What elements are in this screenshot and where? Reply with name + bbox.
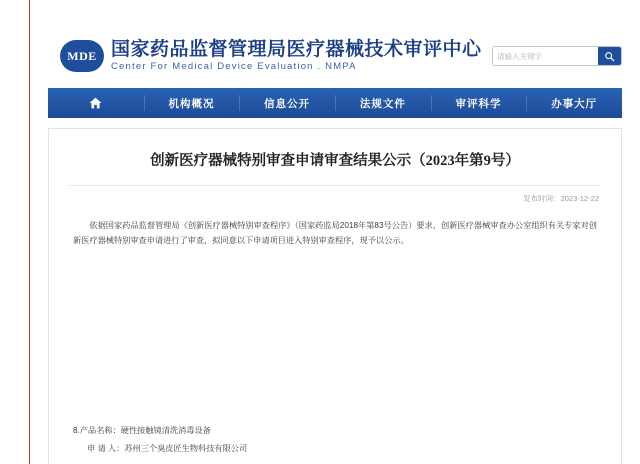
publish-time-label: 发布时间： xyxy=(523,194,561,204)
publish-time-value: 2023-12-22 xyxy=(560,194,599,204)
search-box[interactable] xyxy=(492,46,622,66)
home-icon xyxy=(89,97,102,109)
item-product-line xyxy=(73,424,597,438)
nav-item-info-disclosure-label: 信息公开 xyxy=(264,97,311,110)
search-button[interactable] xyxy=(598,47,621,65)
nav-item-review-science[interactable] xyxy=(431,88,527,118)
search-icon xyxy=(604,51,615,62)
nav-item-info-disclosure[interactable] xyxy=(239,88,335,118)
logo-text-block xyxy=(111,40,482,72)
publish-meta xyxy=(49,193,599,204)
title-divider xyxy=(69,185,601,186)
site-name-en: Center For Medical Device Evaluation . NMPA xyxy=(111,61,357,73)
site-container xyxy=(30,0,640,464)
article-body-paragraph: 依据国家药品监督管理局《创新医疗器械特别审查程序》（国家药监局2018年第83号公告）要求，创新医疗器械审查办公室组织有关专家对创新医疗器械特别审查申请进行了审查，拟同意以下申请项目进入特别审查程序，现予以公示。 xyxy=(73,221,597,246)
item-applicant-label: 申 请 人： xyxy=(87,444,125,454)
search-input[interactable] xyxy=(493,48,598,64)
article-card xyxy=(48,128,622,464)
page-title: 创新医疗器械特别审查申请审查结果公示（2023年第9号） xyxy=(150,153,520,169)
nav-item-service-hall[interactable] xyxy=(526,88,622,118)
nav-item-service-hall-label: 办事大厅 xyxy=(551,97,598,110)
mde-logo-icon: MDE xyxy=(60,40,104,72)
item-applicant-line xyxy=(73,442,597,456)
nav-item-org-profile[interactable] xyxy=(144,88,240,118)
site-header xyxy=(30,0,640,88)
item-product-label: 产品名称： xyxy=(79,426,121,436)
site-name-cn: 国家药品监督管理局医疗器械技术审评中心 xyxy=(111,39,482,61)
nav-item-home[interactable] xyxy=(48,88,144,118)
site-logo[interactable] xyxy=(60,40,482,72)
item-product-name: 硬性接触镜清洗消毒设备 xyxy=(120,426,211,436)
nav-item-regulations[interactable] xyxy=(335,88,431,118)
article-item-8 xyxy=(73,424,597,456)
nav-item-regulations-label: 法规文件 xyxy=(359,97,406,110)
main-nav xyxy=(48,88,622,118)
item-index: 8. xyxy=(73,426,80,436)
nav-item-org-profile-label: 机构概况 xyxy=(168,97,215,110)
nav-item-review-science-label: 审评科学 xyxy=(455,97,502,110)
item-applicant-name: 苏州三个臭皮匠生物科技有限公司 xyxy=(124,444,248,454)
